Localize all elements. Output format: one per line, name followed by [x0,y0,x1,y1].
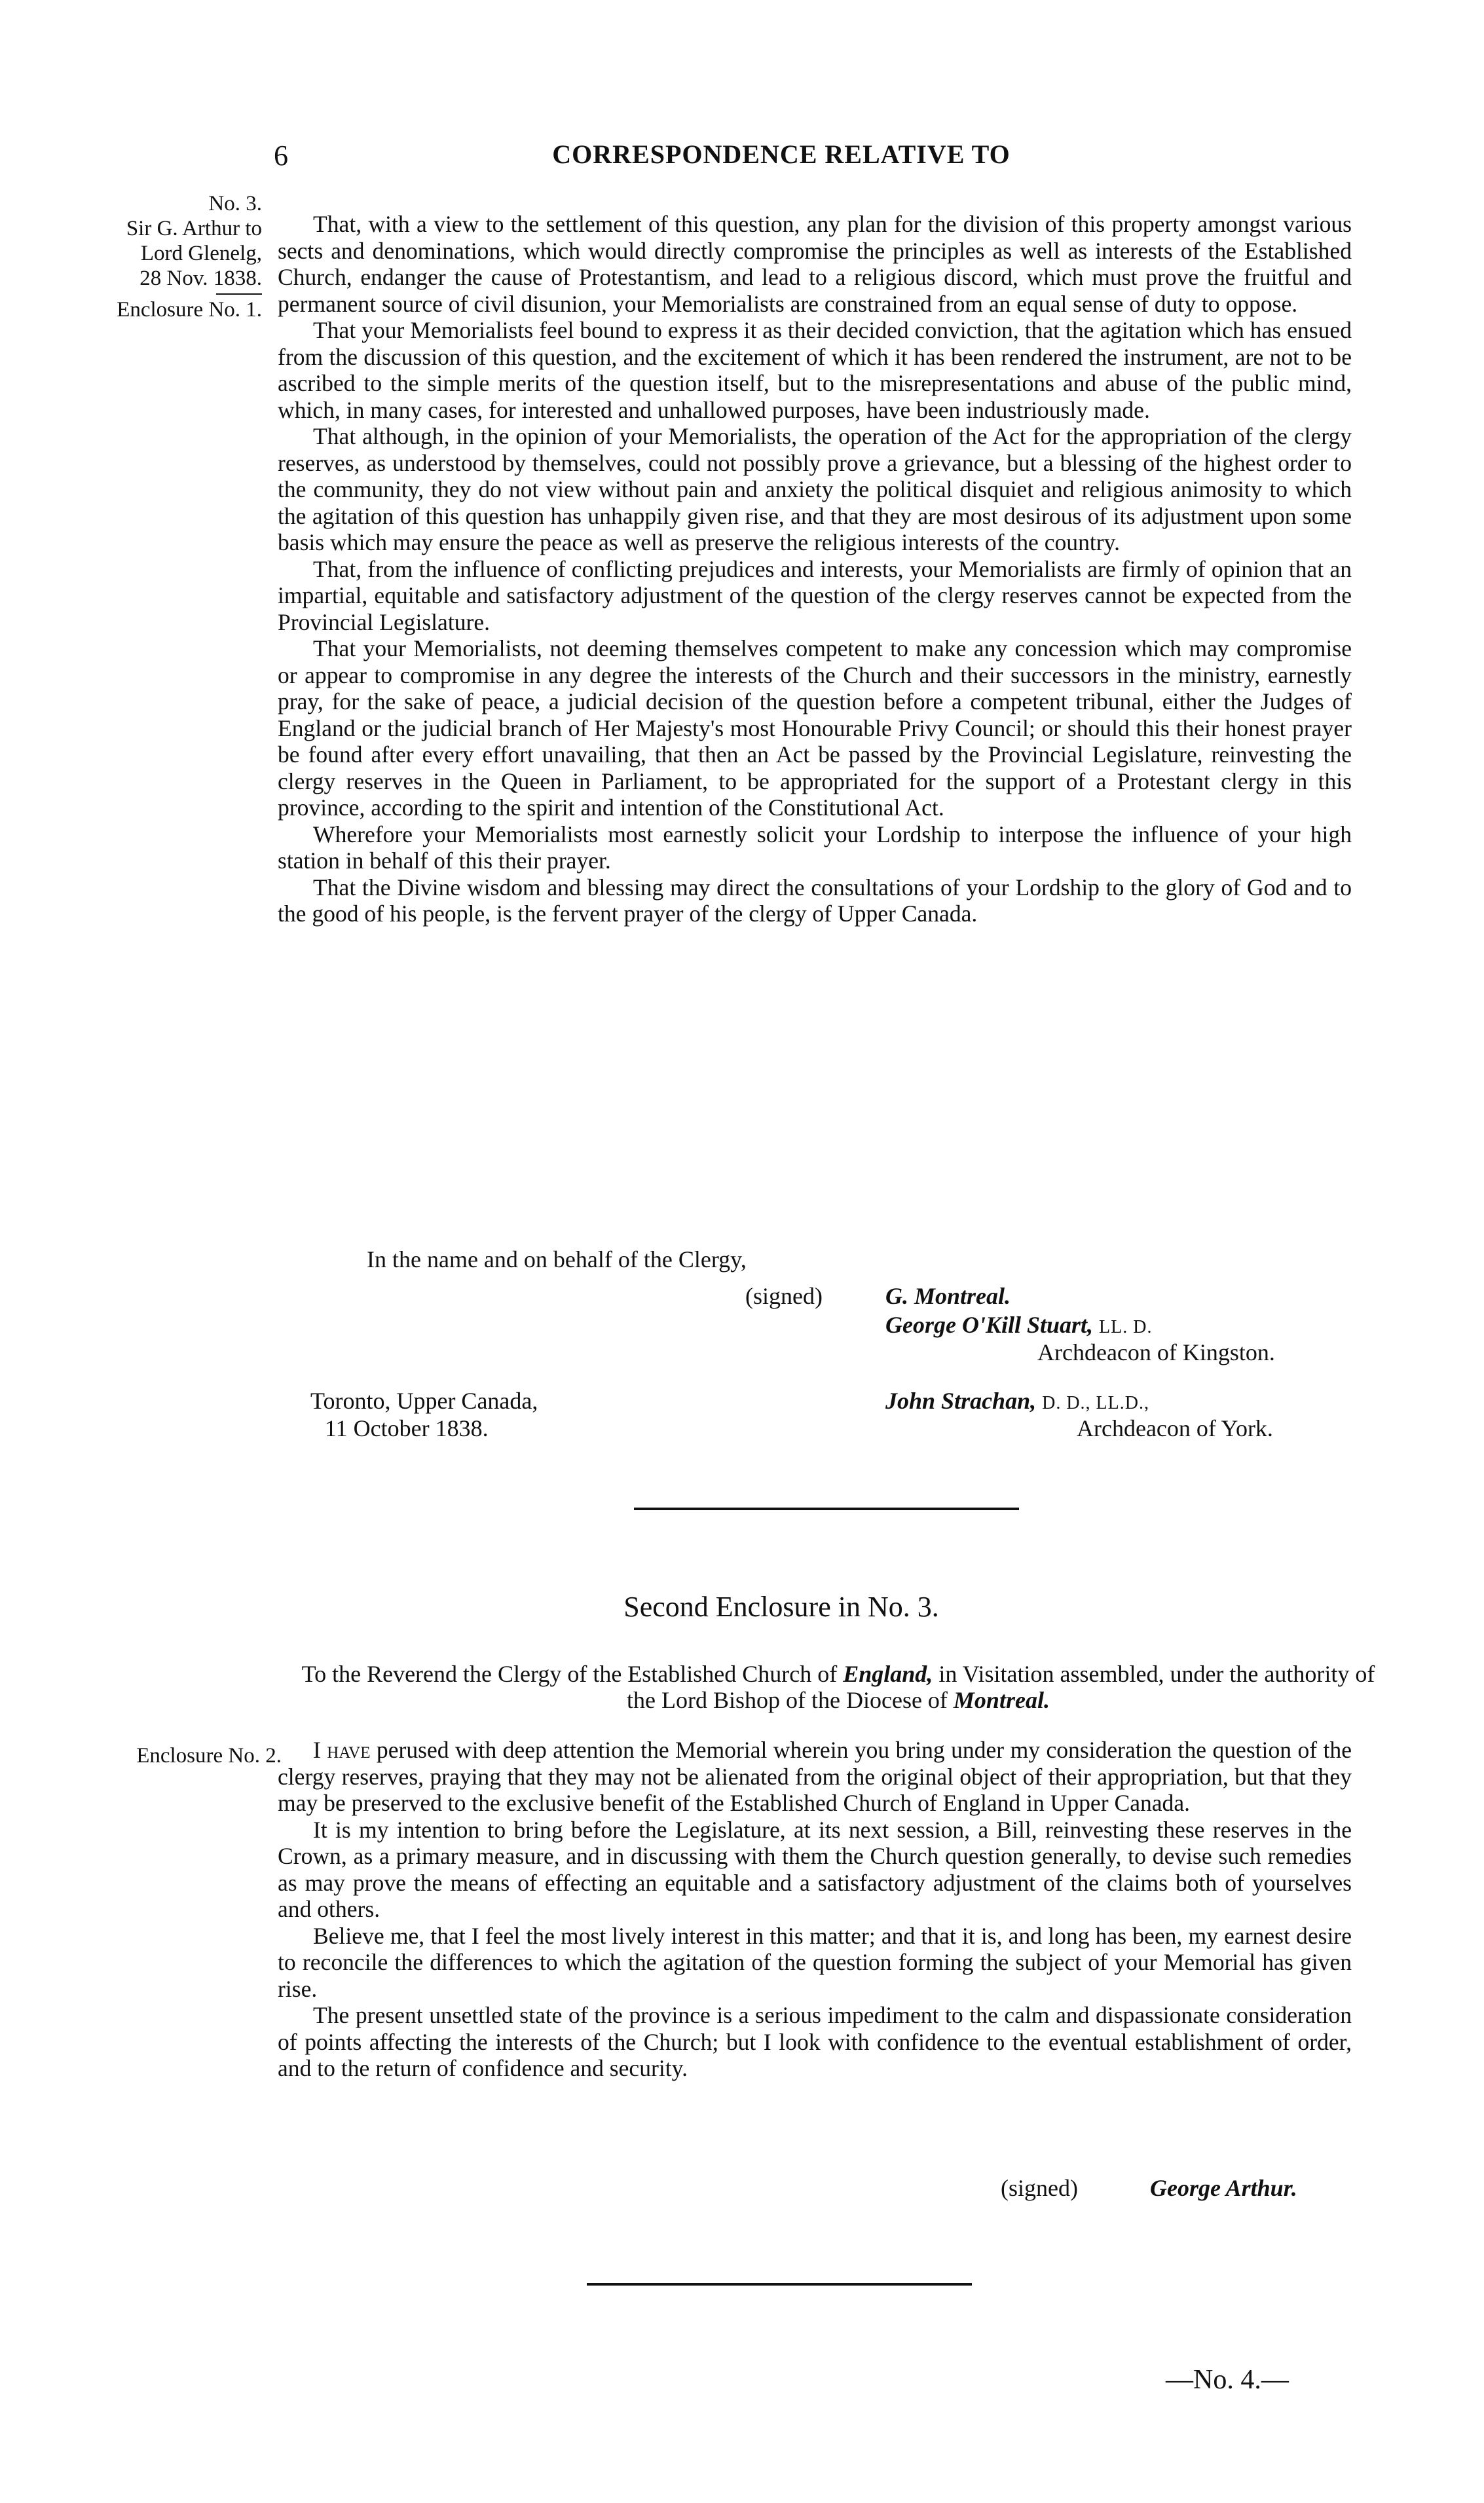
opening-word: I have [313,1737,371,1763]
margin-note-dispatch [39,191,262,322]
memorial-paragraph: That the Divine wisdom and blessing may direct the consultations of your Lordship to the glory of God and to the good of his people, is the fervent prayer of the clergy of Upper Canada. [278,874,1352,927]
margin-divider [216,293,262,295]
letter-paragraph: Believe me, that I feel the most lively interest in this matter; and that it is, and long has been, my earnest desire to reconcile the differences to which the agitation of the question forming the subject of your Memorial has given rise. [278,1922,1352,2002]
margin-note-enclosure: Enclosure No. 1. [117,298,262,322]
margin-note-enclosure-2: Enclosure No. 2. [136,1744,282,1768]
letter-paragraph [278,1737,1352,1817]
signatory-arthur: George Arthur. [1150,2175,1297,2201]
on-behalf-line: In the name and on behalf of the Clergy, [367,1246,747,1272]
memorial-paragraph: That, with a view to the settlement of this question, any plan for the division of this property amongst various sects and denominations, which would directly compromise the principles as well as interests of the Established Church, endanger the cause of Protestantism, and lead to a religious discord, which must prove the fruitful and permanent source of civil disunion, your Memorialists are constrained from an equal sense of duty to oppose. [278,211,1352,317]
section-divider [587,2283,972,2286]
margin-note-line: 28 Nov. 1838. [139,267,262,290]
memorial-paragraph: That your Memorialists, not deeming themselves competent to make any concession which may compromise or appear to compromise in any degree the interests of the Church and their successors in the ministry, earnestly pray, for the sake of peace, a judicial decision of the question before a competent tribunal, either the Judges of England or the judicial branch of Her Majesty's most Honourable Privy Council; or should this their honest prayer be found after every effort unavailing, that then an Act be passed by the Provincial Legislature, reinvesting the clergy reserves in the Queen in Parliament, to be appropriated for the support of a Protestant clergy in this province, according to the spirit and intention of the Constitutional Act. [278,635,1352,821]
address-montreal: Montreal. [953,1687,1050,1713]
signatory-name: George O'Kill Stuart, [885,1312,1094,1338]
address-england: England, [843,1661,933,1687]
memorial-paragraph: That, from the influence of conflicting prejudices and interests, your Memorialists are firmly of opinion that an impartial, equitable and satisfactory adjustment of the question of the clergy reserves cannot be expected from the Provincial Legislature. [278,555,1352,635]
memorial-paragraph: That your Memorialists feel bound to express it as their decided conviction, that the agitation which has ensued from the discussion of this question, and the excitement of which it has been rendered the instrument, are not to be ascribed to the simple merits of the question itself, but to the misrepresentations and abuse of the public mind, which, in many cases, for interested and unhallowed purposes, have been industriously made. [278,317,1352,423]
margin-note-line: Sir G. Arthur to [126,217,262,240]
address-text: To the Reverend the Clergy of the Established Church of [301,1661,844,1687]
running-title: CORRESPONDENCE RELATIVE TO [552,139,1011,169]
memorial-date: 11 October 1838. [325,1415,489,1441]
section-heading: Second Enclosure in No. 3. [623,1591,939,1623]
page-number: 6 [274,139,288,172]
signatory-title: Archdeacon of Kingston. [1037,1339,1275,1365]
letter-body [278,1737,1352,2082]
memorial-place: Toronto, Upper Canada, [310,1388,538,1414]
letter-paragraph: The present unsettled state of the province is a serious impediment to the calm and dispassionate consideration of points affecting the interests of the Church; but I look with confidence to the eventual establishment of order, and to the return of confidence and security. [278,2002,1352,2081]
memorial-paragraph: Wherefore your Memorialists most earnestly solicit your Lordship to interpose the influence of your high station in behalf of this their prayer. [278,821,1352,874]
margin-note-line: Lord Glenelg, [140,242,262,265]
catchword: —No. 4.— [1166,2365,1289,2395]
memorial-paragraph: That although, in the opinion of your Memorialists, the operation of the Act for the appropriation of the clergy reserves, as understood by themselves, could not possibly prove a grievance, but a blessing of the highest order to the community, they do not view without pain and anxiety the political disquiet and religious animosity to which the agitation of this question has unhappily given rise, and that they are most desirous of its adjustment upon some basis which may ensure the peace as well as preserve the religious interests of the country. [278,423,1352,555]
signatory-montreal: G. Montreal. [885,1283,1011,1309]
memorial-body [278,211,1352,927]
letter-address [301,1661,1375,1713]
signatory-strachan [885,1387,1149,1415]
letter-paragraph-text: perused with deep attention the Memorial wherein you bring under my consideration the question of the clergy reserves, praying that they may not be alienated from the original object of their appropriation, but that they may be preserved to the exclusive benefit of the Established Church of England in Upper Canada. [278,1737,1352,1816]
signed-label: (signed) [745,1283,823,1309]
signatory-name: John Strachan, [885,1388,1037,1414]
margin-note-line: No. 3. [208,192,262,215]
section-divider [634,1508,1019,1510]
signed-label: (signed) [1001,2175,1078,2201]
signatory-title: Archdeacon of York. [1077,1415,1273,1441]
signatory-credential: LL. D. [1099,1317,1153,1337]
signatory-stuart [885,1311,1152,1339]
signatory-credential: D. D., LL.D., [1042,1393,1149,1413]
address-text: in Visitation assembled, under the authority of the Lord Bishop of the Diocese of [627,1661,1375,1713]
letter-paragraph: It is my intention to bring before the Legislature, at its next session, a Bill, reinvesting these reserves in the Crown, as a primary measure, and in discussing with them the Church question generally, to devise such remedies as may prove the means of effecting an equitable and a satisfactory adjustment of the claims both of yourselves and others. [278,1816,1352,1922]
